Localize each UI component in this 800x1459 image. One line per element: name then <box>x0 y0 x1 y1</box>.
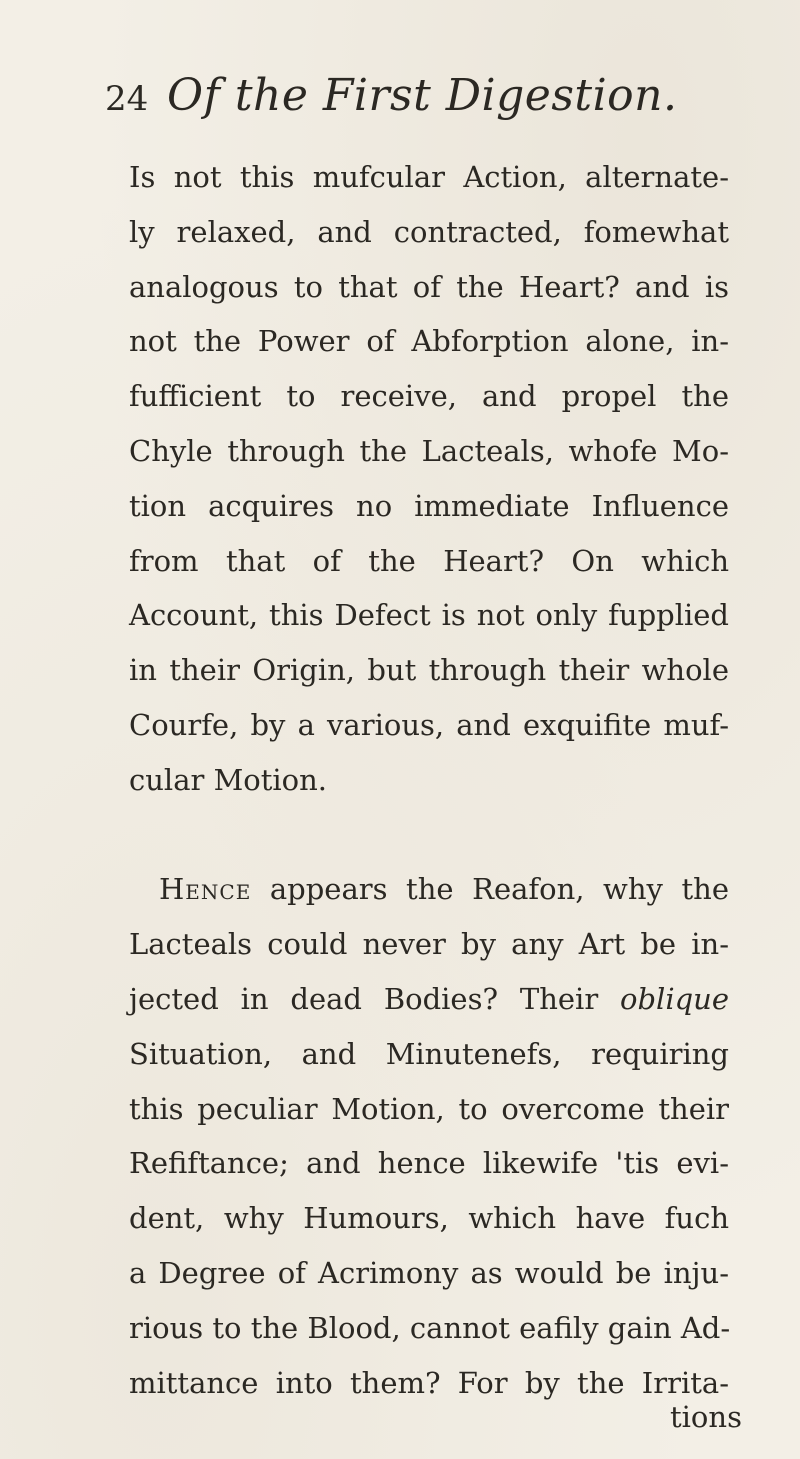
text-line: Situation, and Minutenefs, requiring <box>129 1036 729 1071</box>
text-line: Lacteals could never by any Art be in- <box>129 927 729 962</box>
text-line: analogous to that of the Heart? and is <box>129 269 729 304</box>
text-line: dent, why Humours, which have fuch <box>129 1201 729 1236</box>
text-line: rious to the Blood, cannot eafily gain Ad- <box>129 1310 731 1345</box>
line-before-italic: jected in dead Bodies? Their <box>129 981 621 1016</box>
text-line: tion acquires no immediate Influence <box>129 488 729 523</box>
text-line: fufficient to receive, and propel the <box>129 379 729 414</box>
page-header <box>105 70 677 140</box>
text-line <box>129 972 729 1027</box>
paragraph-2 <box>129 862 729 1410</box>
text-line <box>129 862 729 917</box>
text-line: not the Power of Abforption alone, in- <box>129 324 729 359</box>
catchword: tions <box>670 1400 742 1434</box>
paragraph-1 <box>129 150 729 808</box>
page-number: 24 <box>105 79 149 119</box>
text-line: Chyle through the Lacteals, whofe Mo- <box>129 433 729 468</box>
running-head: Of the First Digestion. <box>167 70 678 121</box>
paragraph-gap <box>129 808 729 863</box>
text-line: a Degree of Acrimony as would be inju- <box>129 1255 729 1290</box>
line-rest: appears the Reafon, why the <box>251 872 729 907</box>
body-text <box>129 150 729 1410</box>
italic-word: oblique <box>620 981 729 1016</box>
text-line: Courfe, by a various, and exquifite muf- <box>129 707 729 742</box>
text-line: mittance into them? For by the Irrita- <box>129 1365 729 1400</box>
text-line: from that of the Heart? On which <box>129 543 729 578</box>
smallcaps-word: Hence <box>159 872 252 907</box>
text-line: Account, this Defect is not only fupplied <box>129 598 729 633</box>
text-line: cular Motion. <box>129 762 328 797</box>
text-line: Is not this mufcular Action, alternate- <box>129 160 729 194</box>
text-line: this peculiar Motion, to overcome their <box>129 1091 729 1126</box>
text-line: ly relaxed, and contracted, fomewhat <box>129 214 729 249</box>
text-line: in their Origin, but through their whole <box>129 653 729 688</box>
text-line: Refiftance; and hence likewife 'tis evi- <box>129 1146 729 1181</box>
